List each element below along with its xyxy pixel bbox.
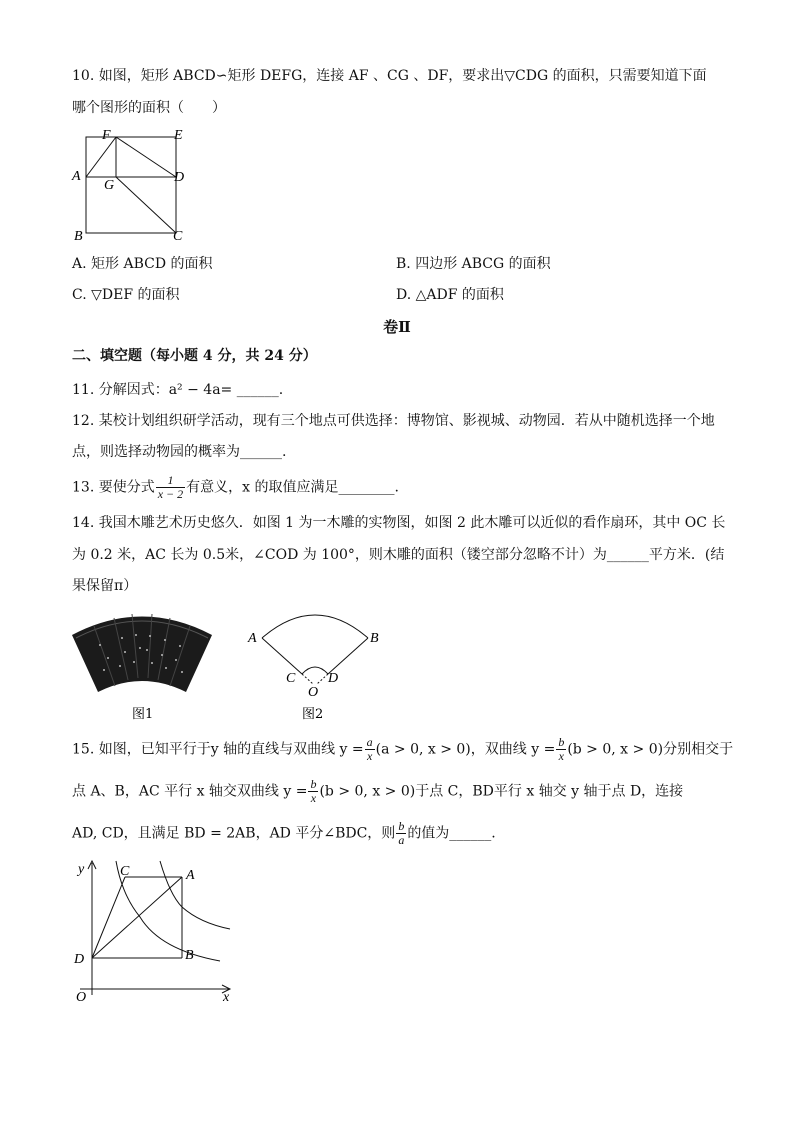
q14-fig2-label-o: O (308, 685, 319, 700)
q14-line1: 14. 我国木雕艺术历史悠久．如图 1 为一木雕的实物图，如图 2 此木雕可以近似的看作扇环，其中 OC 长 (72, 515, 726, 531)
q15-l2-frac-den: x (310, 791, 317, 805)
q15-fig-label-d: D (74, 952, 85, 967)
q15-line1 (72, 736, 733, 763)
q15-figure (70, 855, 245, 1005)
q15-l3-frac-num: b (398, 819, 405, 833)
q14-fig2-label-a: A (248, 631, 257, 646)
q15-l2-text-b: (b > 0, x > 0)于点 C，BD平行 x 轴交 y 轴于点 D，连接 (319, 783, 684, 800)
q14-line3: 果保留π） (72, 578, 138, 594)
q15-l1-fraction-2 (556, 736, 566, 763)
q10-figure (70, 125, 195, 245)
q10-line2: 哪个图形的面积（ ） (72, 100, 226, 116)
q15-fig-label-c: C (120, 864, 130, 879)
q14-fig2-label-d: D (328, 671, 339, 686)
q15-l3-text-a: AD, CD，且满足 BD = 2AB，AD 平分∠BDC，则 (72, 825, 396, 842)
q10-label-g: G (104, 178, 115, 193)
q10-label-d: D (174, 170, 185, 185)
q10-line1: 10. 如图，矩形 ABCD∽矩形 DEFG，连接 AF 、CG 、DF，要求出▽CDG 的面积，只需要知道下面 (72, 68, 707, 84)
q15-l1-frac2-den: x (558, 749, 564, 763)
q15-l2-fraction (308, 778, 318, 805)
q14-fig2-label-b: B (370, 631, 379, 646)
q13-fraction (156, 474, 185, 501)
q10-label-b: B (74, 229, 83, 244)
q15-l2-frac-num: b (310, 777, 317, 791)
q15-fig-label-x: x (223, 990, 230, 1005)
q10-label-c: C (173, 229, 183, 244)
q15-l1-text-b: (a > 0, x > 0)，双曲线 y = (375, 741, 556, 758)
q15-line3 (72, 820, 496, 847)
q11-text: 11. 分解因式：a² − 4a= ______. (72, 382, 284, 398)
q15-l1-fraction-1 (365, 736, 375, 763)
q10-label-a: A (72, 169, 81, 184)
q15-l3-frac-den: a (398, 833, 405, 847)
q13-line (72, 474, 399, 501)
q15-fig-label-a: A (186, 868, 195, 883)
q10-label-e: E (174, 128, 183, 143)
q14-fig1-caption: 图1 (132, 707, 154, 722)
q13-frac-num: 1 (156, 474, 185, 488)
q12-line2: 点，则选择动物园的概率为______. (72, 444, 287, 460)
q15-l1-frac1-num: a (366, 735, 373, 749)
q14-fig2-sector-ring (240, 600, 390, 725)
q15-l3-text-b: 的值为______. (407, 825, 496, 842)
q14-fig1-woodcarving-image (70, 600, 220, 725)
section-heading: 二、填空题（每小题 4 分，共 24 分） (72, 348, 317, 364)
q15-l1-frac2-num: b (558, 735, 565, 749)
q15-l3-fraction (396, 820, 406, 847)
q12-line1: 12. 某校计划组织研学活动，现有三个地点可供选择：博物馆、影视城、动物园．若从中随机选择一个地 (72, 413, 715, 429)
q15-l2-text-a: 点 A、B，AC 平行 x 轴交双曲线 y = (72, 783, 308, 800)
q14-fig2-label-c: C (286, 671, 296, 686)
q10-option-c: C. ▽DEF 的面积 (72, 287, 180, 303)
q13-frac-den: x − 2 (157, 487, 184, 501)
q15-line2 (72, 778, 683, 805)
q15-fig-label-b: B (185, 948, 194, 963)
q10-option-a: A. 矩形 ABCD 的面积 (72, 256, 213, 272)
q15-fig-label-y: y (78, 862, 85, 877)
volume-title: 卷Ⅱ (383, 318, 411, 336)
q10-label-f: F (102, 128, 111, 143)
q15-l1-text-a: 15. 如图，已知平行于y 轴的直线与双曲线 y = (72, 741, 364, 758)
q15-fig-label-o: O (76, 990, 87, 1005)
q15-l1-frac1-den: x (366, 749, 373, 763)
q14-line2: 为 0.2 米，AC 长为 0.5米，∠COD 为 100°，则木雕的面积（镂空部分忽略不计）为______平方米．(结 (72, 547, 725, 563)
q10-option-b: B. 四边形 ABCG 的面积 (396, 256, 551, 272)
q14-fig2-caption: 图2 (302, 707, 324, 722)
q10-option-d: D. △ADF 的面积 (396, 287, 504, 303)
q13-suffix: 有意义，x 的取值应满足________. (186, 479, 399, 496)
q15-l1-text-c: (b > 0, x > 0)分别相交于 (567, 741, 734, 758)
q13-prefix: 13. 要使分式 (72, 479, 155, 496)
